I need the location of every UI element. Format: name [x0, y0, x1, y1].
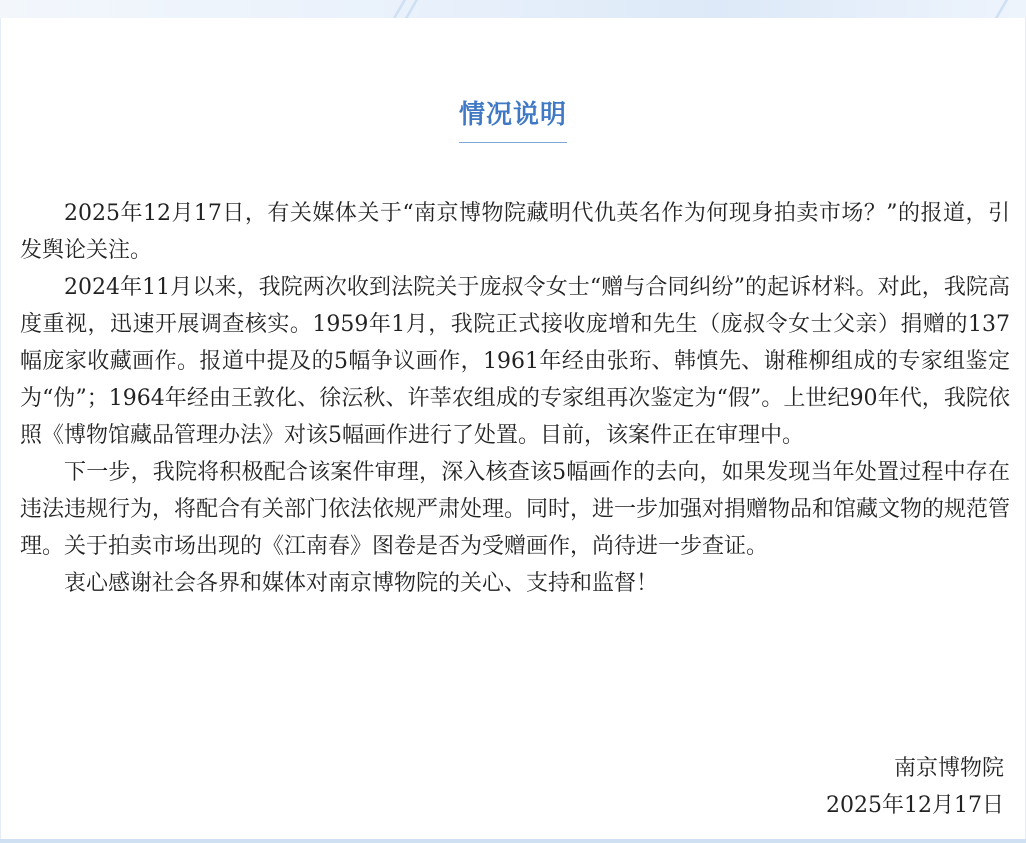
paragraph-1: 2025年12月17日，有关媒体关于“南京博物院藏明代仇英名作为何现身拍卖市场？”的报道，引发舆论关注。	[20, 201, 1010, 263]
paragraph-3: 下一步，我院将积极配合该案件审理，深入核查该5幅画作的去向，如果发现当年处置过程中存在违法违规行为，将配合有关部门依法依规严肃处理。同时，进一步加强对捐赠物品和馆藏文物的规范管理。关于拍卖市场出现的《江南春》图卷是否为受赠画作，尚待进一步查证。	[20, 460, 1011, 559]
signature-block	[826, 750, 1004, 824]
paragraph-2: 2024年11月以来，我院两次收到法院关于庞叔令女士“赠与合同纠纷”的起诉材料。对此，我院高度重视，迅速开展调查核实。1959年1月，我院正式接收庞增和先生（庞叔令女士父亲）捐赠的137幅庞家收藏画作。报道中提及的5幅争议画作，1961年经由张珩、韩慎先、谢稚柳组成的专家组鉴定为“伪”；1964年经由王敦化、徐沄秋、许莘农组成的专家组再次鉴定为“假”。上世纪90年代，我院依照《博物馆藏品管理办法》对该5幅画作进行了处置。目前，该案件正在审理中。	[20, 275, 1010, 448]
signature-org: 南京博物院	[893, 756, 1004, 781]
title-container	[0, 98, 1026, 143]
signature-date: 2025年12月17日	[826, 793, 1004, 818]
bottom-border	[0, 839, 1026, 843]
paragraph-4: 衷心感谢社会各界和媒体对南京博物院的关心、支持和监督！	[64, 571, 659, 596]
page-title: 情况说明	[459, 98, 567, 143]
top-banner-strip	[0, 0, 1026, 18]
document-body	[20, 195, 1010, 602]
